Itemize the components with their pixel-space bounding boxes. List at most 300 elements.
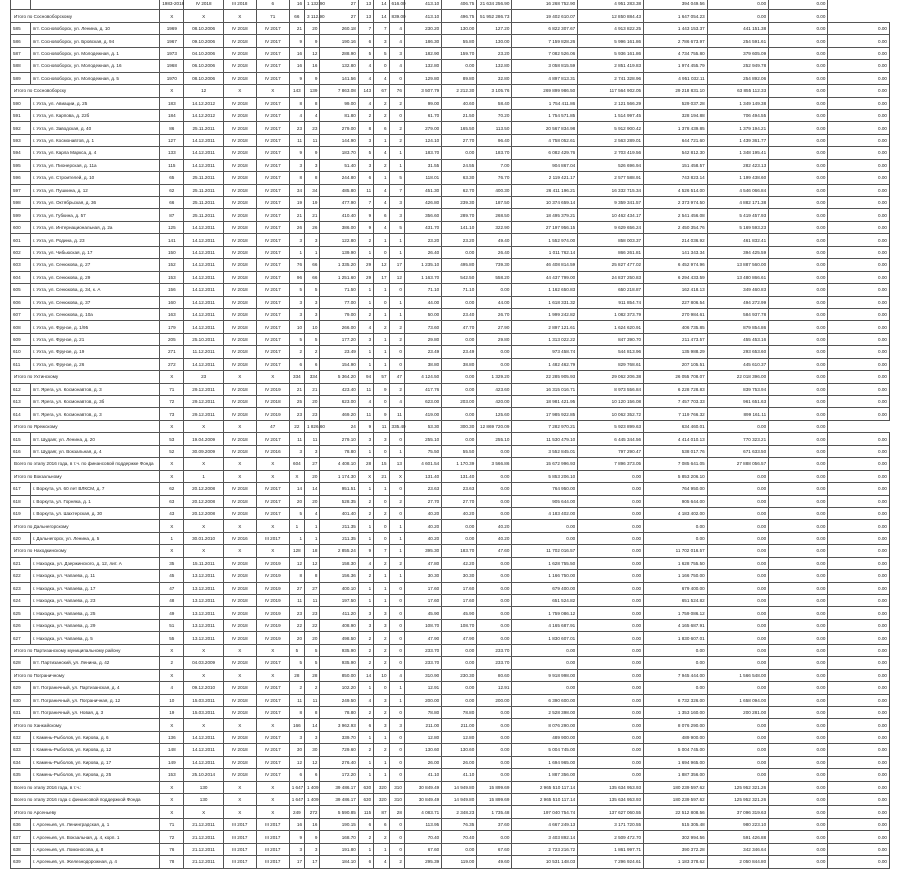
table-cell: 423.40 xyxy=(320,383,358,395)
table-cell: 0.00 xyxy=(769,97,828,109)
table-cell: 11 xyxy=(305,595,320,607)
table-cell: 0.00 xyxy=(828,794,890,806)
table-cell: 230.30 xyxy=(442,669,477,681)
table-cell: 41.10 xyxy=(442,769,477,781)
table-cell: 3 xyxy=(389,209,404,221)
table-cell: IV 2018 xyxy=(223,60,256,72)
table-cell: 172.20 xyxy=(320,769,358,781)
table-cell: 1 826.60 xyxy=(305,420,320,432)
table-cell: 342 346.64 xyxy=(707,843,768,855)
table-cell: 10 xyxy=(160,694,184,706)
table-cell: 9 629 656.24 xyxy=(578,221,644,233)
table-cell: IV 2017 xyxy=(256,72,289,84)
table-cell: 0.00 xyxy=(707,483,768,495)
table-cell: 320 xyxy=(374,794,389,806)
table-cell: 4 913 822.25 xyxy=(578,22,644,34)
table-cell: 113.50 xyxy=(477,122,512,134)
table-cell: 729.60 xyxy=(320,744,358,756)
table-cell: 43 xyxy=(160,507,184,519)
table-cell: 5 996 161.86 xyxy=(578,35,644,47)
table-cell: 0.00 xyxy=(442,694,477,706)
table-cell: 413.10 xyxy=(404,10,441,22)
table-cell: 26 xyxy=(289,221,304,233)
table-cell: 3 xyxy=(374,35,389,47)
table-cell: 19.04.2009 xyxy=(184,433,224,445)
table-cell: 1 329.20 xyxy=(477,371,512,383)
table-cell: 66 xyxy=(305,271,320,283)
table-cell: 166 xyxy=(289,719,304,731)
table-row xyxy=(11,72,890,84)
table-cell: 20.12.2008 xyxy=(184,483,224,495)
table-cell: 1 xyxy=(358,483,373,495)
table-cell: 4 897 813.31 xyxy=(512,72,578,84)
row-number: 628 xyxy=(11,657,31,669)
table-cell: IV 2018 xyxy=(223,346,256,358)
address-cell: г. Ухта, ул. Строителей, д. 10 xyxy=(30,172,159,184)
table-cell: IV 2017 xyxy=(256,296,289,308)
table-cell: 11 xyxy=(289,595,304,607)
table-cell: 28 xyxy=(358,458,373,470)
table-cell: IV 2018 xyxy=(223,246,256,258)
table-cell: 2 897 121.61 xyxy=(512,321,578,333)
table-cell: 135 634 953.93 xyxy=(578,794,644,806)
table-cell: 71.10 xyxy=(442,284,477,296)
table-cell: 9 xyxy=(305,35,320,47)
table-cell: 0.00 xyxy=(828,60,890,72)
table-cell: 12.80 xyxy=(404,731,441,743)
table-cell: 0.00 xyxy=(769,694,828,706)
table-cell: 55.80 xyxy=(442,35,477,47)
table-cell: IV 2018 xyxy=(223,632,256,644)
table-cell: X xyxy=(223,669,256,681)
table-cell: IV 2017 xyxy=(256,35,289,47)
table-cell: 47 xyxy=(256,420,289,432)
table-cell: 63.30 xyxy=(442,172,477,184)
table-cell: 644 721.60 xyxy=(644,134,708,146)
table-cell: 5 xyxy=(389,172,404,184)
table-cell: IV 2018 xyxy=(223,209,256,221)
table-cell: 4 xyxy=(389,396,404,408)
table-cell: 47.70 xyxy=(442,321,477,333)
table-cell: 0.00 xyxy=(828,296,890,308)
table-row xyxy=(11,706,890,718)
subtotal-row xyxy=(11,10,890,22)
table-cell: 10 462 434.17 xyxy=(578,209,644,221)
table-cell: 0.00 xyxy=(442,147,477,159)
table-cell: 2 xyxy=(389,333,404,345)
table-cell: 3 xyxy=(289,843,304,855)
table-cell: IV 2018 xyxy=(223,197,256,209)
table-row xyxy=(11,570,890,582)
table-cell: 0.00 xyxy=(477,470,512,482)
table-cell: 0 xyxy=(389,507,404,519)
subtotal-label: Итого по Ухтинскому xyxy=(11,371,160,383)
table-cell: 0.00 xyxy=(442,843,477,855)
table-row xyxy=(11,632,890,644)
table-cell: 0.00 xyxy=(828,221,890,233)
table-cell: 1 xyxy=(305,246,320,258)
table-cell: 797 290.47 xyxy=(578,445,644,457)
table-cell: 14.12.2011 xyxy=(184,358,224,370)
table-cell: 7 xyxy=(358,197,373,209)
table-cell: 9 xyxy=(358,221,373,233)
table-cell: 158.30 xyxy=(320,557,358,569)
table-cell: 0.00 xyxy=(578,619,644,631)
table-cell: 203.00 xyxy=(442,396,477,408)
table-cell: 1 830 607.01 xyxy=(512,632,578,644)
table-cell: 23 xyxy=(305,122,320,134)
table-cell: 0.00 xyxy=(828,333,890,345)
table-cell: 11 xyxy=(289,134,304,146)
table-cell: IV 2018 xyxy=(223,731,256,743)
table-cell: X xyxy=(184,458,224,470)
table-cell: 20 xyxy=(305,22,320,34)
table-cell: IV 2018 xyxy=(223,408,256,420)
table-cell: 2 xyxy=(389,383,404,395)
table-cell: 630 xyxy=(358,781,373,793)
table-cell: 23 xyxy=(289,408,304,420)
address-cell: г. Ухта, ул. Сенюкова, д. 29 xyxy=(30,271,159,283)
subtotal-label: Итого по Дальнегорскому xyxy=(11,520,160,532)
table-cell: X xyxy=(184,719,224,731)
table-cell: 23.20 xyxy=(442,234,477,246)
table-cell: 1973 xyxy=(160,47,184,59)
table-cell: IV 2018 xyxy=(223,396,256,408)
table-cell: 1 861 997.71 xyxy=(578,843,644,855)
table-cell: 0 xyxy=(389,109,404,121)
table-cell: 163 xyxy=(160,308,184,320)
table-cell: 5 xyxy=(289,657,304,669)
table-cell: 2 xyxy=(389,495,404,507)
table-cell: 4 758 052.61 xyxy=(512,134,578,146)
table-cell: 1 566 548.00 xyxy=(707,669,768,681)
address-cell: пгт. Сосновоборск, ул. Ленина, д. 10 xyxy=(30,22,159,34)
table-cell: 27 xyxy=(305,582,320,594)
table-cell: 8 xyxy=(305,706,320,718)
table-cell: IV 2018 xyxy=(223,694,256,706)
table-cell: 0.00 xyxy=(578,495,644,507)
address-cell: г. Находка, ул. Чапаева, д. 25 xyxy=(30,607,159,619)
table-cell: 26 xyxy=(305,221,320,233)
table-cell: 3 xyxy=(374,619,389,631)
table-cell: 295.39 xyxy=(404,856,441,868)
table-cell: 0.00 xyxy=(769,284,828,296)
table-cell: IV 2018 xyxy=(223,109,256,121)
table-cell: 1 xyxy=(389,532,404,544)
table-cell: 2 xyxy=(358,109,373,121)
row-number: 618 xyxy=(11,495,31,507)
table-cell: 0.00 xyxy=(769,507,828,519)
table-cell: 29 062 206.38 xyxy=(578,371,644,383)
table-cell: 21.12.2011 xyxy=(184,818,224,830)
table-cell: 25.11.2011 xyxy=(184,209,224,221)
table-cell: 11 530 479.10 xyxy=(512,433,578,445)
table-cell: 3 105.76 xyxy=(477,85,512,97)
table-cell: IV 2018 xyxy=(184,0,224,10)
table-cell: 1 xyxy=(358,843,373,855)
table-cell: 1 xyxy=(389,682,404,694)
table-cell: 879 854.86 xyxy=(707,321,768,333)
table-cell: 1 xyxy=(374,346,389,358)
table-cell: 1 xyxy=(374,731,389,743)
table-cell: 584 937.78 xyxy=(707,308,768,320)
table-cell: 3 xyxy=(289,159,304,171)
subtotal-label: Итого по Сосновоборску xyxy=(11,85,160,97)
table-cell: 58.40 xyxy=(477,97,512,109)
table-cell: 17 xyxy=(389,259,404,271)
table-cell: 6 732 326.00 xyxy=(644,694,708,706)
row-number: 615 xyxy=(11,433,31,445)
table-cell: 1 166 750.00 xyxy=(644,570,708,582)
address-cell: г. Камень-Рыболов, ул. Кирова, д. 6 xyxy=(30,731,159,743)
table-cell: 4 183 402.00 xyxy=(512,507,578,519)
table-cell: 2 xyxy=(374,632,389,644)
subtotal-row xyxy=(11,644,890,656)
table-row xyxy=(11,731,890,743)
table-cell: 272 xyxy=(305,806,320,818)
table-row xyxy=(11,856,890,868)
table-cell: 78 xyxy=(160,856,184,868)
table-cell: 515 305.48 xyxy=(644,818,708,830)
table-cell: 125.60 xyxy=(477,408,512,420)
table-cell: 20 xyxy=(289,495,304,507)
table-cell: 143 xyxy=(358,85,373,97)
table-cell: 0 xyxy=(389,731,404,743)
table-cell: 12.80 xyxy=(442,731,477,743)
table-cell: 24 837 250.83 xyxy=(578,271,644,283)
table-cell: X xyxy=(223,85,256,97)
table-cell: 10 xyxy=(305,321,320,333)
table-cell: 0.00 xyxy=(828,545,890,557)
table-cell: 21 xyxy=(289,22,304,34)
table-cell: 489 900.00 xyxy=(644,731,708,743)
table-cell: 4 xyxy=(374,184,389,196)
table-cell: 0.00 xyxy=(769,769,828,781)
table-cell: 1 624 620.91 xyxy=(578,321,644,333)
table-cell: 14 xyxy=(374,10,389,22)
table-cell: 11 xyxy=(358,184,373,196)
table-cell: 3 xyxy=(374,719,389,731)
table-cell: 13.12.2011 xyxy=(184,607,224,619)
table-cell: 1 759 086.12 xyxy=(644,607,708,619)
table-cell: 423.60 xyxy=(477,383,512,395)
row-number: 634 xyxy=(11,756,31,768)
table-cell: 905 644.00 xyxy=(644,495,708,507)
table-cell: 0.00 xyxy=(828,358,890,370)
table-cell: 623.00 xyxy=(404,396,441,408)
table-cell: 0.00 xyxy=(769,408,828,420)
table-cell: 0.00 xyxy=(828,619,890,631)
table-cell: 529 037.28 xyxy=(644,97,708,109)
table-row xyxy=(11,408,890,420)
table-cell: 16 268 752.90 xyxy=(512,0,578,10)
table-cell: 0 xyxy=(389,831,404,843)
table-row xyxy=(11,445,890,457)
table-cell: 651 524.82 xyxy=(512,595,578,607)
table-cell: 0.00 xyxy=(477,744,512,756)
table-cell: 177.20 xyxy=(320,333,358,345)
row-number: 621 xyxy=(11,557,31,569)
table-cell: 6 xyxy=(358,172,373,184)
table-cell: 0.00 xyxy=(578,706,644,718)
table-cell: 4 xyxy=(358,72,373,84)
table-cell: 1 162 650.83 xyxy=(512,284,578,296)
table-cell: X xyxy=(184,545,224,557)
subtotal-label: Итого по Ханкайскому xyxy=(11,719,160,731)
table-cell: X xyxy=(358,470,373,482)
table-cell: IV 2019 xyxy=(256,607,289,619)
table-cell: 0.00 xyxy=(578,470,644,482)
table-cell: 477.90 xyxy=(320,197,358,209)
table-cell: IV 2018 xyxy=(223,234,256,246)
table-cell: 165.50 xyxy=(442,122,477,134)
table-cell: 0.00 xyxy=(578,532,644,544)
table-cell: 0 xyxy=(389,595,404,607)
table-row xyxy=(11,47,890,59)
table-cell: 139 xyxy=(305,85,320,97)
table-cell: 2 xyxy=(374,557,389,569)
table-cell: 21 xyxy=(374,470,389,482)
table-cell: 153 xyxy=(160,271,184,283)
table-cell: 0.00 xyxy=(477,445,512,457)
table-cell: 441 151.38 xyxy=(707,22,768,34)
table-cell: 2 xyxy=(358,706,373,718)
table-cell: 42.20 xyxy=(442,557,477,569)
address-cell: г. Ухта, ул. Карпова, д. 22б xyxy=(30,109,159,121)
table-cell: 183.70 xyxy=(404,147,441,159)
table-cell: 191.80 xyxy=(320,843,358,855)
table-cell: 0.00 xyxy=(828,209,890,221)
table-cell: 0.00 xyxy=(477,619,512,631)
table-cell: 623.00 xyxy=(320,396,358,408)
table-cell: 0 xyxy=(389,582,404,594)
table-cell: 255.10 xyxy=(404,433,441,445)
table-row xyxy=(11,35,890,47)
table-cell: 1 xyxy=(374,234,389,246)
table-cell: 0.00 xyxy=(828,483,890,495)
table-cell: 2 509 472.70 xyxy=(578,831,644,843)
table-cell: 39 486.17 xyxy=(320,781,358,793)
table-cell: 1 830 607.01 xyxy=(644,632,708,644)
table-cell: 4 xyxy=(160,682,184,694)
table-cell: 0.00 xyxy=(477,570,512,582)
table-cell: 6 294 433.59 xyxy=(644,271,708,283)
table-cell: 14.12.2011 xyxy=(184,296,224,308)
table-cell: 20.12.2008 xyxy=(184,507,224,519)
table-cell: 0.00 xyxy=(477,346,512,358)
table-cell: 28 xyxy=(389,806,404,818)
table-cell: 1968 xyxy=(160,60,184,72)
subtotal-row xyxy=(11,371,890,383)
subtotal-row xyxy=(11,85,890,97)
table-cell: 71 xyxy=(160,818,184,830)
table-cell: 0.00 xyxy=(828,507,890,519)
table-cell: 4 414 010.13 xyxy=(644,433,708,445)
subtotal-row xyxy=(11,470,890,482)
table-cell: 40.20 xyxy=(477,520,512,532)
table-cell: 11 xyxy=(358,408,373,420)
table-cell: 16 xyxy=(305,818,320,830)
table-cell: 230.20 xyxy=(404,22,441,34)
row-number: 597 xyxy=(11,184,31,196)
table-cell: 78.80 xyxy=(320,445,358,457)
table-cell: 269 899 986.50 xyxy=(512,85,578,97)
table-cell: 8 973 556.84 xyxy=(578,383,644,395)
table-cell: 0.00 xyxy=(769,458,828,470)
table-cell: X xyxy=(160,669,184,681)
table-cell: 0.00 xyxy=(769,856,828,868)
table-cell: 5 xyxy=(305,644,320,656)
table-row xyxy=(11,843,890,855)
table-cell: IV 2017 xyxy=(256,756,289,768)
table-cell: 2 xyxy=(358,570,373,582)
table-cell: 2 348.23 xyxy=(442,806,477,818)
table-cell: 3 xyxy=(305,843,320,855)
table-cell: 233.70 xyxy=(477,644,512,656)
table-cell: IV 2018 xyxy=(223,147,256,159)
table-cell: 25.10.2011 xyxy=(184,333,224,345)
subtotal-row xyxy=(11,545,890,557)
table-cell: 401.40 xyxy=(320,507,358,519)
row-number: 624 xyxy=(11,595,31,607)
table-cell: 0.00 xyxy=(477,507,512,519)
address-cell: г. Ухта, ул. Пушкина, д. 12 xyxy=(30,184,159,196)
address-cell: г. Ухта, ул. Губкина, д. 57 xyxy=(30,209,159,221)
table-cell: IV 2018 xyxy=(223,97,256,109)
table-cell: 0.00 xyxy=(769,483,828,495)
table-cell: 0.00 xyxy=(828,607,890,619)
table-cell: 2 xyxy=(374,97,389,109)
table-cell: 44 437 799.00 xyxy=(512,271,578,283)
table-row xyxy=(11,582,890,594)
row-number: 627 xyxy=(11,632,31,644)
table-cell: 973 458.74 xyxy=(512,346,578,358)
table-cell: 67 xyxy=(374,85,389,97)
table-cell: 0 xyxy=(389,607,404,619)
table-cell: 133 xyxy=(160,147,184,159)
table-cell: 8 xyxy=(305,172,320,184)
table-cell: 244.80 xyxy=(320,172,358,184)
table-cell: 21 xyxy=(289,383,304,395)
table-cell: 951.51 xyxy=(320,483,358,495)
table-cell: 5 xyxy=(289,507,304,519)
table-cell: 3 xyxy=(289,234,304,246)
table-cell: 73 xyxy=(160,408,184,420)
table-cell: 526 696.94 xyxy=(578,159,644,171)
table-cell: 63 xyxy=(160,495,184,507)
table-cell: 0.00 xyxy=(769,35,828,47)
table-cell: 15 899.69 xyxy=(477,781,512,793)
table-cell: 14 xyxy=(305,719,320,731)
table-cell: 30.01.2010 xyxy=(184,532,224,544)
table-cell: 5 004 745.00 xyxy=(644,744,708,756)
table-cell: 2 xyxy=(374,109,389,121)
table-cell: 1 759 086.12 xyxy=(512,607,578,619)
table-row xyxy=(11,0,890,10)
table-cell: 379 605.09 xyxy=(707,47,768,59)
table-cell: 0.00 xyxy=(707,570,768,582)
table-cell: 13.12.2011 xyxy=(184,595,224,607)
table-cell: 0.00 xyxy=(769,308,828,320)
table-cell: 485.80 xyxy=(320,184,358,196)
table-cell: 20 567 834.98 xyxy=(512,122,578,134)
table-cell: 847 390.70 xyxy=(578,333,644,345)
table-cell: 1 xyxy=(374,582,389,594)
table-cell: 6 228 728.83 xyxy=(644,383,708,395)
table-cell: IV 2017 xyxy=(256,682,289,694)
table-cell: 38.80 xyxy=(442,358,477,370)
row-number: 590 xyxy=(11,97,31,109)
